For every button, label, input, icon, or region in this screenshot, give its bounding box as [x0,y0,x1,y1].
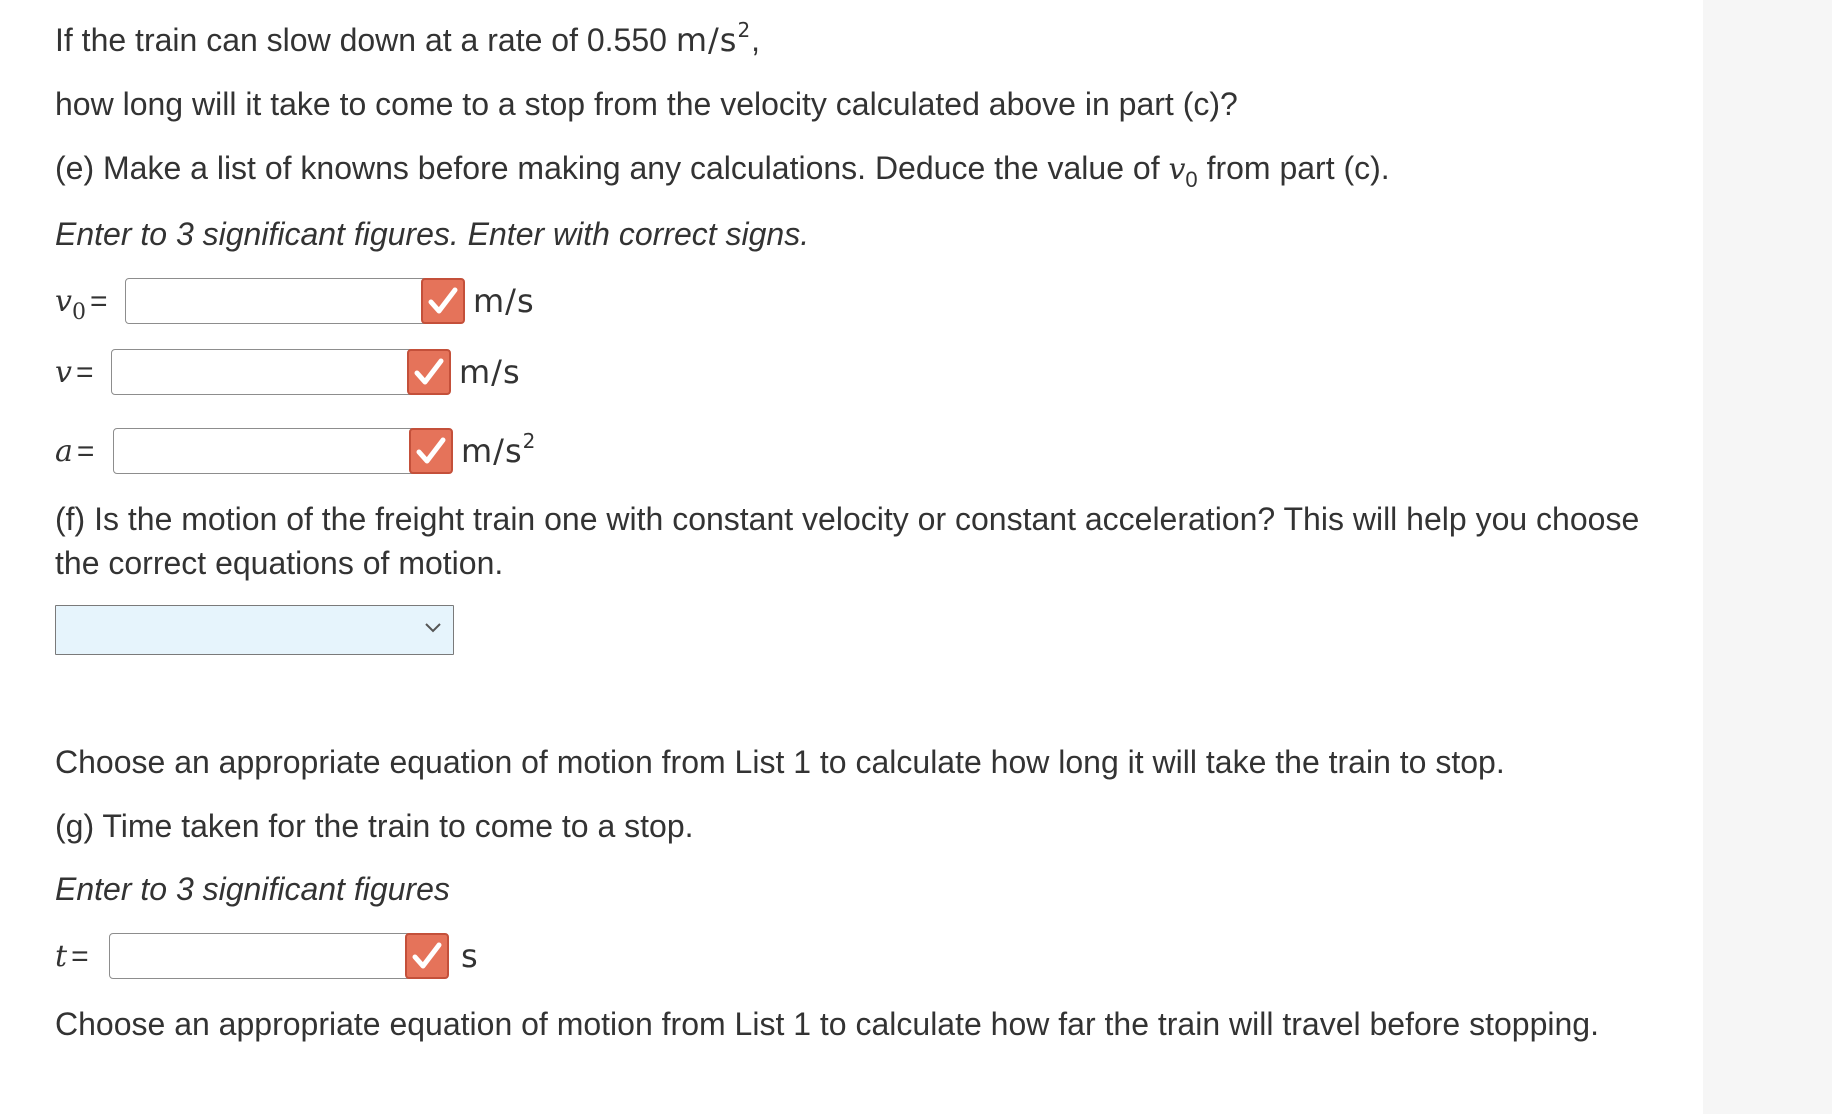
check-badge-icon [405,933,449,979]
a-unit: $m/s^2$ [461,429,537,470]
v0-row [55,276,535,326]
a-row [55,426,536,476]
chevron-down-icon [423,621,443,640]
a-input[interactable] [113,428,425,474]
intro-line: If the train can slow down at a rate of 0.550 $m/s^2$, [55,18,761,59]
t-label: t = [55,938,89,974]
v-label: v = [55,354,94,390]
v-row [55,347,521,397]
part-g-prompt: (g) Time taken for the train to come to a stop. [55,808,694,844]
question-line: how long will it take to come to a stop from the velocity calculated above in part (c)? [55,86,1238,122]
check-badge-icon [421,278,465,324]
t-unit: s [461,937,479,975]
choose-equation-time: Choose an appropriate equation of motion from List 1 to calculate how long it will take the train to stop. [55,744,1505,780]
check-badge-icon [409,428,453,474]
t-row [55,931,479,981]
instruction-e: Enter to 3 significant figures. Enter with correct signs. [55,216,810,252]
v-unit: m/s [459,353,521,391]
v0-unit: m/s [473,282,535,320]
check-badge-icon [407,349,451,395]
v-input[interactable] [111,349,423,395]
choose-equation-distance: Choose an appropriate equation of motion from List 1 to calculate how far the train will travel before stopping. [55,1006,1599,1042]
v0-label: $v_0$ = [55,283,108,325]
instruction-g: Enter to 3 significant figures [55,871,450,907]
intro-unit: $m/s^2$ [675,18,752,59]
motion-type-select[interactable] [55,605,454,655]
t-input[interactable] [109,933,421,979]
right-margin-panel [1703,0,1832,1114]
part-e-prompt: (e) Make a list of knowns before making any calculations. Deduce the value of $v_0$ from part (c). [55,150,1390,192]
a-label: a = [55,433,95,469]
v0-input[interactable] [125,278,437,324]
part-f-prompt: (f) Is the motion of the freight train one with constant velocity or constant acceleration? This will help you choose the correct equations of motion. [55,501,1640,581]
